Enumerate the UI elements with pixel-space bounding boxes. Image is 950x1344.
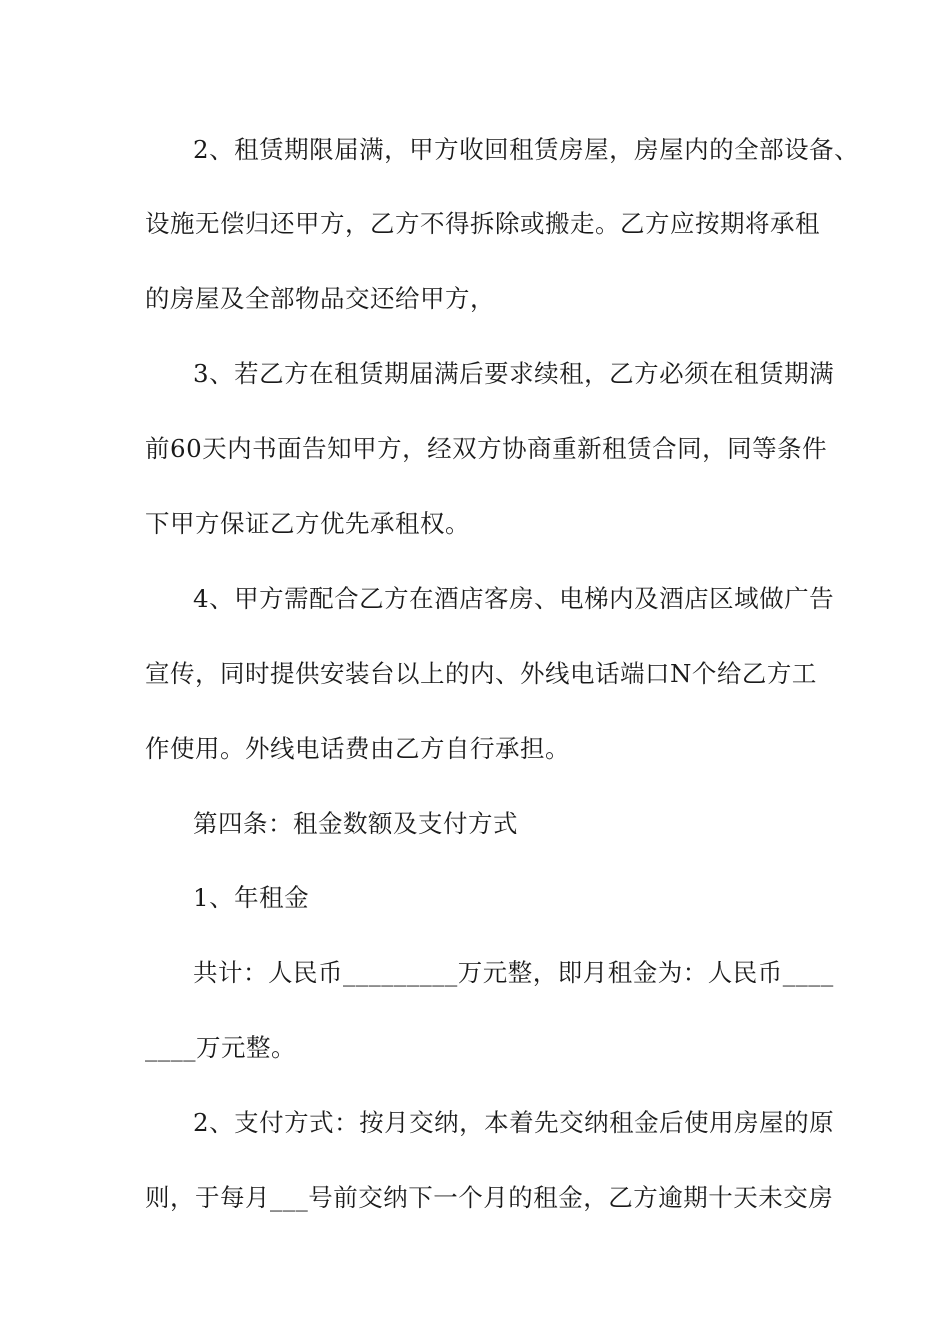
clause-4-line-3: 作使用。外线电话费由乙方自行承担。 xyxy=(145,734,570,763)
clause-2-line-3: 的房屋及全部物品交还给甲方， xyxy=(145,284,495,313)
clause-3-line-3: 下甲方保证乙方优先承租权。 xyxy=(145,509,470,538)
annual-rent-line-1: 共计：人民币_________万元整，即月租金为：人民币____ xyxy=(193,958,834,987)
annual-rent-line-2: ____万元整。 xyxy=(145,1033,296,1062)
payment-line-2: 则，于每月___号前交纳下一个月的租金，乙方逾期十天未交房 xyxy=(145,1183,834,1212)
clause-4-line-1: 4、甲方需配合乙方在酒店客房、电梯内及酒店区域做广告 xyxy=(193,584,835,613)
clause-3-line-1: 3、若乙方在租赁期届满后要求续租，乙方必须在租赁期满 xyxy=(193,359,835,388)
clause-2-line-1: 2、租赁期限届满，甲方收回租赁房屋，房屋内的全部设备、 xyxy=(193,135,860,164)
clause-2-line-2: 设施无偿归还甲方，乙方不得拆除或搬走。乙方应按期将承租 xyxy=(145,209,820,238)
payment-line-1: 2、支付方式：按月交纳，本着先交纳租金后使用房屋的原 xyxy=(193,1108,835,1137)
clause-3-line-2: 前60天内书面告知甲方，经双方协商重新租赁合同，同等条件 xyxy=(145,434,828,463)
annual-rent-heading: 1、年租金 xyxy=(193,883,310,912)
section-heading: 第四条：租金数额及支付方式 xyxy=(193,809,518,838)
clause-4-line-2: 宣传，同时提供安装台以上的内、外线电话端口N个给乙方工 xyxy=(145,659,817,688)
